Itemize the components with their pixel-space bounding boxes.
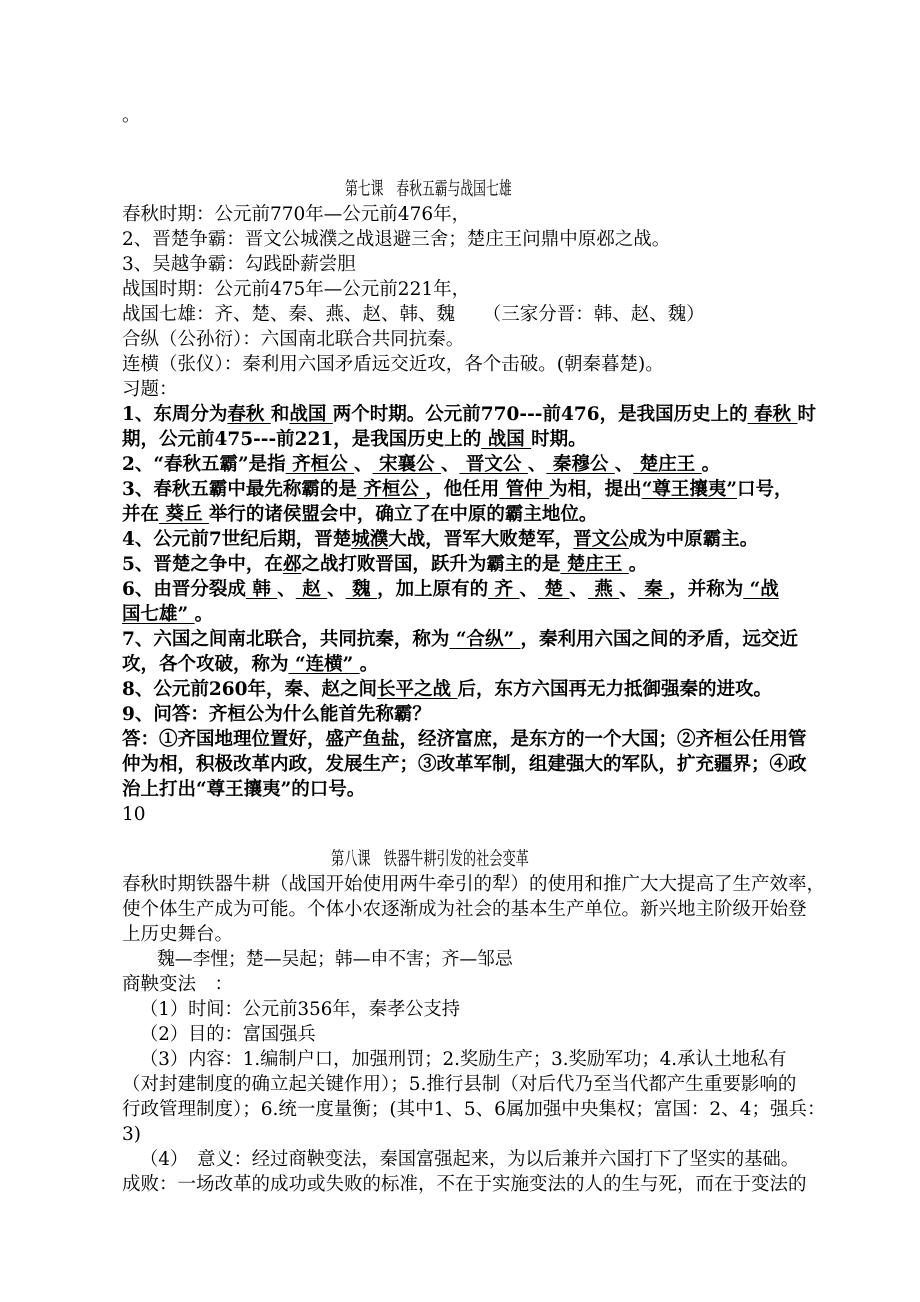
page-number: 10 (122, 804, 146, 825)
answer-blank: 齐桓公 (356, 479, 426, 500)
exercise-line: 4、公元前7世纪后期，晋楚城濮大战，晋军大败楚军，晋文公成为中原霸主。 (122, 529, 759, 550)
answer-blank: 葵丘 (159, 504, 209, 525)
text-line: （1）时间：公元前356年，秦孝公支持 (140, 999, 460, 1020)
answer-blank: “尊王攘夷” (641, 479, 737, 500)
answer-blank: 晋文公 (573, 529, 629, 550)
text-line: 使个体生产成为可能。个体小农逐渐成为社会的基本生产单位。新兴地主阶级开始登 (122, 899, 807, 920)
answer-blank: “战 (743, 579, 779, 600)
exercise-line: 攻，各个攻破，称为 “连横” 。 (122, 654, 379, 675)
exercise-line: 国七雄” 。 (122, 604, 214, 625)
exercise-line: 8、公元前260年，秦、赵之间长平之战 后，东方六国再无力抵御强秦的进攻。 (122, 679, 772, 700)
answer-blank: 秦 (637, 579, 670, 600)
text-line: 3) (122, 1124, 141, 1145)
text-line: 2、晋楚争霸：晋文公城濮之战退避三舍；楚庄王问鼎中原邲之战。 (122, 229, 671, 250)
answer-blank: 燕 (587, 579, 620, 600)
exercises-heading: 习题： (122, 379, 178, 400)
text-line: 战国七雄：齐、楚、秦、燕、赵、韩、魏 （三家分晋：韩、赵、魏） (122, 304, 705, 325)
answer-line: 治上打出“尊王攘夷”的口号。 (122, 779, 366, 800)
text-line: 连横（张仪）：秦利用六国矛盾远交近攻，各个击破。(朝秦暮楚)。 (122, 354, 664, 375)
answer-blank: 赵 (295, 579, 328, 600)
text-line: （4） 意义：经过商鞅变法，秦国富强起来，为以后兼并六国打下了坚实的基础。 (140, 1149, 799, 1170)
text-line: 3、吴越争霸：勾践卧薪尝胆 (122, 254, 356, 275)
answer-blank: 齐桓公 (285, 454, 355, 475)
lesson8-title: 第八课 铁器牛耕引发的社会变革 (331, 849, 529, 870)
answer-blank: 魏 (345, 579, 378, 600)
text-line: 上历史舞台。 (122, 924, 234, 945)
answer-blank: 城濮 (351, 529, 389, 550)
text-line: （3）内容：1.编制户口，加强刑罚；2.奖励生产；3.奖励军功；4.承认土地私有 (140, 1049, 787, 1070)
text-line: 商鞅变法 ： (122, 974, 234, 995)
answer-blank: 楚 (538, 579, 570, 600)
text-line: 春秋时期铁器牛耕（战国开始使用两牛牵引的犁）的使用和推广大大提高了生产效率， (122, 874, 826, 895)
answer-line: 答：①齐国地理位置好，盛产鱼盐，经济富庶，是东方的一个大国；②齐桓公任用管 (122, 729, 807, 750)
text-line: 行政管理制度）；6.统一度量衡；(其中1、5、6属加强中央集权；富国：2、4；强兵： (122, 1099, 826, 1120)
answer-blank: “连横” (288, 654, 360, 675)
answer-blank: 韩 (245, 579, 278, 600)
answer-blank: 春秋 (227, 404, 271, 425)
exercise-line: 3、春秋五霸中最先称霸的是 齐桓公 ，他任用 管仲 为相，提出“尊王攘夷”口号， (122, 479, 793, 500)
text-line: 魏—李悝；楚—吴起；韩—申不害；齐—邹忌 (157, 949, 513, 970)
text-line: （2）目的：富国强兵 (140, 1024, 316, 1045)
answer-blank: 宋襄公 (372, 454, 441, 475)
answer-blank: 战国 (481, 429, 532, 450)
exercise-line: 6、由晋分裂成 韩 、 赵 、 魏 ，加上原有的 齐 、 楚 、 燕 、 秦 ，并称为 “战 (122, 579, 779, 600)
answer-blank: 楚庄王 (560, 554, 629, 575)
answer-blank: 邲 (282, 554, 302, 575)
stray-period: 。 (122, 105, 141, 126)
exercise-line: 期，公元前475---前221，是我国历史上的 战国 时期。 (122, 429, 587, 450)
text-line: 合纵（公孙衍）：六国南北联合共同抗秦。 (122, 329, 465, 350)
text-line: 战国时期：公元前475年—公元前221年， (122, 279, 471, 300)
exercise-line: 9、问答：齐桓公为什么能首先称霸？ (122, 704, 431, 725)
answer-blank: 管仲 (499, 479, 550, 500)
answer-blank: 长平之战 (377, 679, 458, 700)
answer-blank: 国七雄” (122, 604, 195, 625)
answer-blank: 春秋 (747, 404, 798, 425)
text-line: 春秋时期：公元前770年—公元前476年， (122, 204, 471, 225)
exercise-line: 5、晋楚之争中，在邲之战打败晋国，跃升为霸主的是 楚庄王 。 (122, 554, 648, 575)
exercise-line: 7、六国之间南北联合，共同抗秦，称为 “合纵” ，秦利用六国之间的矛盾，远交近 (122, 629, 799, 650)
answer-blank: 齐 (488, 579, 520, 600)
answer-blank: 楚庄王 (633, 454, 702, 475)
text-line: （对封建制度的确立起关键作用）；5.推行县制（对后代乃至当代都产生重要影响的 (122, 1074, 797, 1095)
answer-blank: 晋文公 (459, 454, 528, 475)
exercise-line: 2、“春秋五霸”是指 齐桓公 、 宋襄公 、 晋文公 、 秦穆公 、 楚庄王 。 (122, 454, 721, 475)
text-line: 成败：一场改革的成功或失败的标准，不在于实施变法的人的生与死，而在于变法的 (122, 1174, 807, 1195)
answer-blank: 秦穆公 (546, 454, 615, 475)
answer-blank: “合纵” (449, 629, 521, 650)
lesson7-title: 第七课 春秋五霸与战国七雄 (345, 179, 512, 200)
answer-blank: 战国 (289, 404, 333, 425)
answer-line: 仲为相，积极改革内政，发展生产；③改革军制，组建强大的军队，扩充疆界；④政 (122, 754, 807, 775)
exercise-line: 并在 葵丘 举行的诸侯盟会中，确立了在中原的霸主地位。 (122, 504, 598, 525)
exercise-line: 1、东周分为春秋 和战国 两个时期。公元前770---前476，是我国历史上的 春秋 时 (122, 404, 816, 425)
